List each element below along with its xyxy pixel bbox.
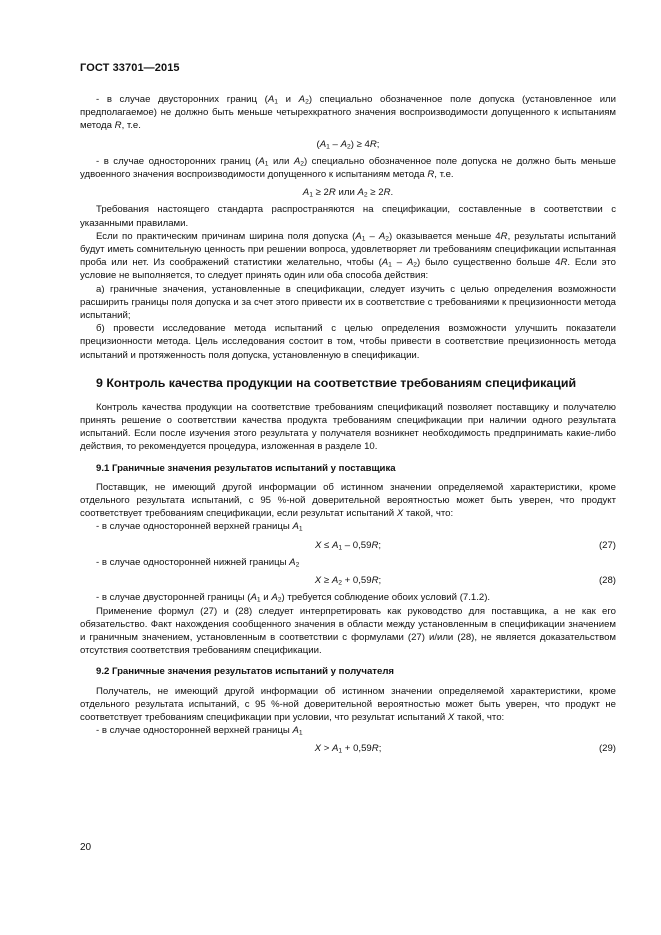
section-9-1-heading: 9.1 Граничные значения результатов испытаний у поставщика	[96, 462, 396, 474]
intro-action-a: а) граничные значения, установленные в спецификации, следует изучить с целью определения возможности расширить границы поля допуска и за счет этого привести их в соответствие с требованиями к прецизионности метода испытаний;	[80, 283, 616, 322]
formula-28-number: (28)	[598, 575, 616, 587]
section-9-1-lower-limit: - в случае односторонней нижней границы $A_2$	[96, 556, 300, 569]
formula-29-expr: $X > A_1 + 0,59R$;	[314, 743, 382, 755]
section-9-2-upper-limit: - в случае односторонней верхней границы $A_1$	[96, 725, 303, 737]
formula-27-expr: $X \le A_1 - 0,59R$;	[314, 539, 382, 552]
formula-27-number: (27)	[598, 539, 616, 551]
section-9-1-upper-limit: - в случае односторонней верхней границы $A_1$	[96, 521, 303, 534]
formula-27	[80, 539, 616, 552]
section-9-2-heading: 9.2 Граничные значения результатов испытаний у получателя	[96, 666, 395, 678]
formula-28-expr: $X \ge A_2 + 0,59R$;	[314, 575, 382, 587]
formula-one-sided: $A_1 \ge 2R$ или $A_2 \ge 2R$.	[302, 187, 394, 199]
intro-two-sided: - в случае двусторонних границ ($A_1$ и $A_2$) специально обозначенное поле допуска (установленное или предполагаемое) не должно быть меньше четырехкратного значения воспроизводимости допущенного к испытаниям метода R, т.е.	[80, 94, 617, 132]
section-9-text: Контроль качества продукции на соответствие требованиям спецификаций позволяет поставщику и получателю принять решение о соответствии качества продукта требованиям спецификации при наличии одного результата испытаний. Если после изучения этого результата у получателя возникнет необходимость предпринимать какие-либо действия, то рекомендуется процедура, изложенная в разделе 10.	[80, 401, 616, 453]
section-9-heading: 9 Контроль качества продукции на соответствие требованиям спецификаций	[96, 375, 577, 390]
section-9-1-text: Поставщик, не имеющий другой информации об истинном значении определяемой характеристики, кроме отдельного результата испытаний, с 95 %-ной доверительной вероятностью может быть уверен, что продукт соответствует требованиям спецификации, если результат испытаний X такой, что:	[80, 481, 616, 520]
formula-two-sided: $(A_1 - A_2) \ge 4R$;	[316, 138, 380, 151]
page-body	[80, 93, 616, 760]
formula-29-number: (29)	[598, 743, 616, 755]
intro-action-b: б) провести исследование метода испытаний с целью определения возможности улучшить показатели прецизионности метода. Цель исследования состоит в том, чтобы привести в соответствие прецизионность метода испытаний и протяженность поля допуска, установленную в спецификации.	[80, 323, 616, 361]
intro-narrow-tolerance: Если по практическим причинам ширина поля допуска $(A_1 - A_2)$ оказывается меньше 4R, результаты испытаний будут иметь сомнительную ценность при решении вопроса, удовлетворяет ли требованиям спецификации испытанная проба или нет. Из соображений статистики желательно, чтобы $(A_1 - A_2)$ было существенно больше 4R. Если это условие не выполняется, то следует принять один или оба способа действия:	[80, 230, 617, 282]
standard-header: ГОСТ 33701—2015	[80, 62, 180, 74]
section-9-1-two-sided: - в случае двусторонней границы ($A_1$ и $A_2$) требуется соблюдение обоих условий (7.1.2).	[96, 592, 491, 604]
formula-28	[80, 574, 616, 587]
formula-29	[80, 742, 616, 755]
intro-scope: Требования настоящего стандарта распространяются на спецификации, составленные в соответствии с указанными правилами.	[80, 204, 616, 229]
page-number: 20	[80, 842, 92, 853]
intro-one-sided: - в случае односторонних границ ($A_1$ или $A_2$) специально обозначенное поле допуска не должно быть меньше удвоенного значения воспроизводимости допущенного к испытаниям метода R, т.е.	[80, 155, 616, 181]
section-9-2-text: Получатель, не имеющий другой информации об истинном значении определяемой характеристики, кроме отдельного результата испытаний, с 95 %-ной доверительной вероятностью может быть уверен, что продукт не соответствует требованиям спецификации при условии, что результат испытаний X такой, что:	[80, 685, 616, 723]
section-9-1-interpretation: Применение формул (27) и (28) следует интерпретировать как руководство для поставщика, а не как его обязательство. Факт нахождения сообщенного значения в области между установленным в спецификации значением и граничным значением, установленным в соответствии с формулами (27) и/или (28), не является доказательством отсутствия соответствия требованиям спецификации.	[80, 605, 616, 657]
